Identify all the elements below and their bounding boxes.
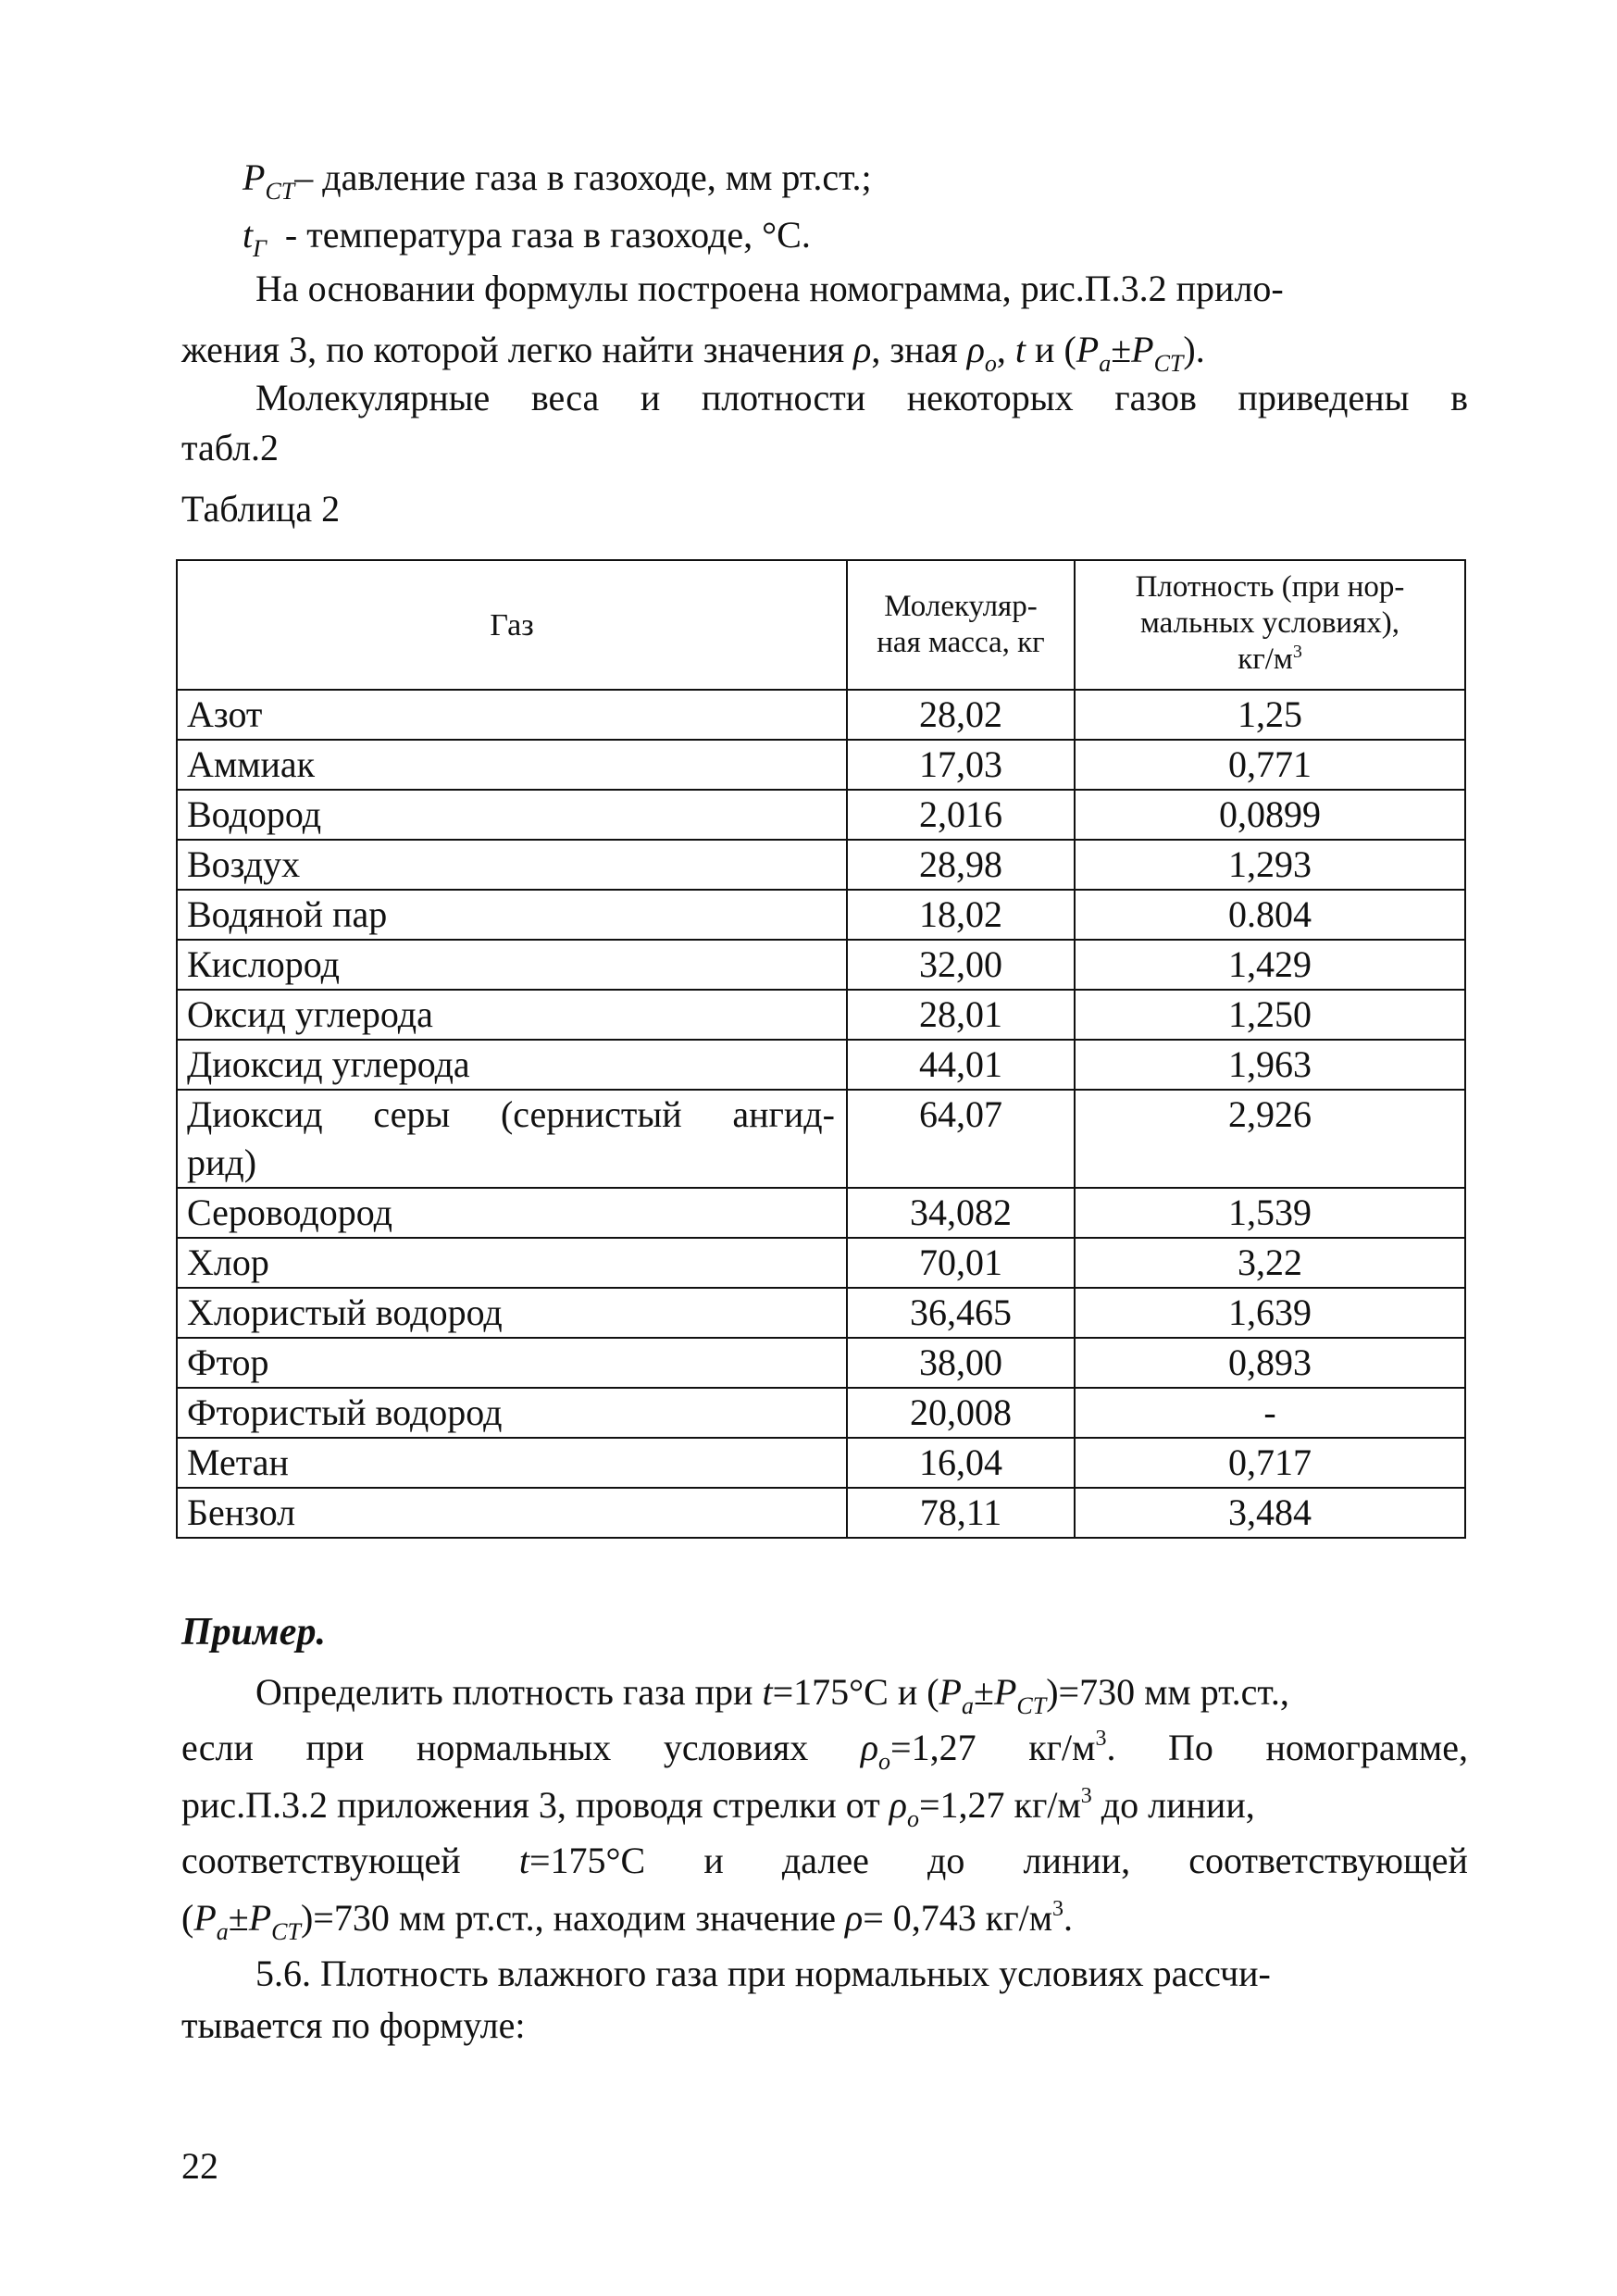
- molar-mass-cell: 78,11: [847, 1488, 1075, 1538]
- molar-mass-cell: 44,01: [847, 1040, 1075, 1090]
- gas-table: [176, 559, 1466, 1539]
- density-cell: 3,22: [1075, 1238, 1465, 1288]
- table-row: [177, 690, 1465, 740]
- gas-name-cell: Хлористый водород: [177, 1288, 847, 1338]
- table-row: [177, 1388, 1465, 1438]
- def-t-g: $t_Г$ - температура газа в газоходе, °С.: [243, 214, 811, 262]
- gas-name-cell: Метан: [177, 1438, 847, 1488]
- gas-name-cell: Фтористый водород: [177, 1388, 847, 1438]
- table-row: [177, 990, 1465, 1040]
- molar-mass-cell: 70,01: [847, 1238, 1075, 1288]
- molar-mass-cell: 28,98: [847, 840, 1075, 890]
- density-cell: 0,893: [1075, 1338, 1465, 1388]
- density-cell: 2,926: [1075, 1090, 1465, 1188]
- gas-name-cell: Водяной пар: [177, 890, 847, 940]
- molar-mass-cell: 16,04: [847, 1438, 1075, 1488]
- gas-name-cell: Сероводород: [177, 1188, 847, 1238]
- density-cell: 0,771: [1075, 740, 1465, 790]
- molar-mass-cell: 36,465: [847, 1288, 1075, 1338]
- table-row: [177, 1040, 1465, 1090]
- molar-mass-cell: 38,00: [847, 1338, 1075, 1388]
- molar-mass-cell: 2,016: [847, 790, 1075, 840]
- section-line1: 5.6. Плотность влажного газа при нормальных условиях рассчи-: [255, 1953, 1271, 1994]
- example-title: Пример.: [181, 1611, 326, 1653]
- gas-name-cell: Аммиак: [177, 740, 847, 790]
- table-row: [177, 1288, 1465, 1338]
- gas-name-cell: Кислород: [177, 940, 847, 990]
- gas-name-cell: Азот: [177, 690, 847, 740]
- header-density: Плотность (при нор- мальных условиях), $кг/м^3$: [1075, 560, 1465, 690]
- density-cell: -: [1075, 1388, 1465, 1438]
- gas-name-cell: Бензол: [177, 1488, 847, 1538]
- example-line3: рис.П.3.2 приложения 3, проводя стрелки от $\rho_o=1,27$ $кг/м^3$ до линии,: [181, 1784, 1255, 1832]
- gas-name-cell: Оксид углерода: [177, 990, 847, 1040]
- header-gas: Газ: [177, 560, 847, 690]
- density-cell: 1,963: [1075, 1040, 1465, 1090]
- density-cell: 0,0899: [1075, 790, 1465, 840]
- table-row: [177, 790, 1465, 840]
- molar-mass-cell: 34,082: [847, 1188, 1075, 1238]
- molar-mass-cell: 20,008: [847, 1388, 1075, 1438]
- table-row: [177, 940, 1465, 990]
- table-row: [177, 890, 1465, 940]
- density-cell: 0,717: [1075, 1438, 1465, 1488]
- table-row: [177, 1238, 1465, 1288]
- table-row-so2: [177, 1090, 1465, 1188]
- density-cell: 0.804: [1075, 890, 1465, 940]
- table-row: [177, 1338, 1465, 1388]
- gas-name-cell: Фтор: [177, 1338, 847, 1388]
- gas-name-cell: Диоксид серы (сернистый ангид- рид): [177, 1090, 847, 1188]
- density-cell: 1,293: [1075, 840, 1465, 890]
- gas-name-cell: Водород: [177, 790, 847, 840]
- section-line2: тывается по формуле:: [181, 2004, 526, 2046]
- table-row: [177, 1438, 1465, 1488]
- gas-name-cell: Диоксид углерода: [177, 1040, 847, 1090]
- para2-line2: табл.2: [181, 427, 280, 468]
- example-line1: Определить плотность газа при t=175°С и $(P_a\pm P_{СТ})=730$ мм рт.ст.,: [255, 1671, 1289, 1719]
- table-header-row: [177, 560, 1465, 690]
- molar-mass-cell: 28,02: [847, 690, 1075, 740]
- example-line2: если при нормальных условиях $\rho_o=1,27$ $кг/м^3$. По номограмме,: [181, 1727, 1468, 1775]
- example-line5: $(P_a\pm P_{СТ})=730$ мм рт.ст., находим значение ρ= 0,743 $кг/м^3$.: [181, 1897, 1074, 1945]
- para2-line1: Молекулярные веса и плотности некоторых газов приведены в: [255, 377, 1468, 418]
- table-row: [177, 1188, 1465, 1238]
- molar-mass-cell: 32,00: [847, 940, 1075, 990]
- density-cell: 1,429: [1075, 940, 1465, 990]
- density-cell: 1,250: [1075, 990, 1465, 1040]
- gas-name-cell: Хлор: [177, 1238, 847, 1288]
- page-number: 22: [181, 2145, 218, 2187]
- table-row: [177, 740, 1465, 790]
- molar-mass-cell: 64,07: [847, 1090, 1075, 1188]
- para1-line1: На основании формулы построена номограмма, рис.П.3.2 прило-: [255, 268, 1284, 309]
- density-cell: 3,484: [1075, 1488, 1465, 1538]
- molar-mass-cell: 28,01: [847, 990, 1075, 1040]
- molar-mass-cell: 18,02: [847, 890, 1075, 940]
- density-cell: 1,539: [1075, 1188, 1465, 1238]
- table-caption: Таблица 2: [181, 488, 341, 530]
- table-row: [177, 1488, 1465, 1538]
- para1-line2: жения 3, по которой легко найти значения ρ, зная $\rho_o$, t и $(P_a\pm P_{СТ})$.: [181, 329, 1205, 377]
- example-line4: соответствующей t=175°С и далее до линии, соответствующей: [181, 1840, 1468, 1881]
- header-mass: Молекуляр- ная масса, кг: [847, 560, 1075, 690]
- def-p-st: $P_{СТ}-$ давление газа в газоходе, мм рт.ст.;: [243, 156, 872, 205]
- molar-mass-cell: 17,03: [847, 740, 1075, 790]
- density-cell: 1,639: [1075, 1288, 1465, 1338]
- table-body: [177, 690, 1465, 1538]
- density-cell: 1,25: [1075, 690, 1465, 740]
- table-row: [177, 840, 1465, 890]
- gas-name-cell: Воздух: [177, 840, 847, 890]
